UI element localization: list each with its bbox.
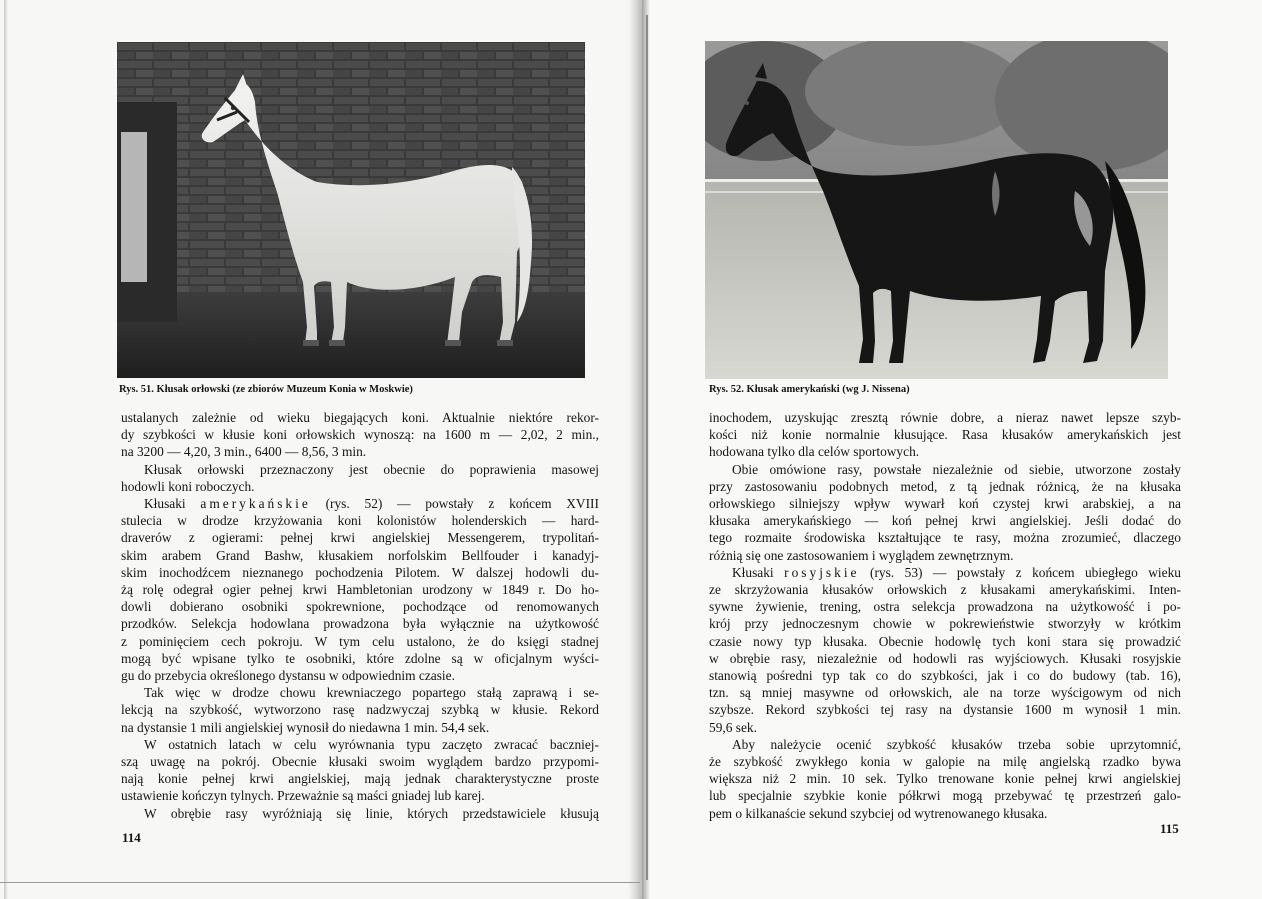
page-bottom-edge <box>0 882 640 883</box>
text-line: z pominięciem cech pokroju. W tym celu ustalono, że do księgi stadnej <box>121 633 599 649</box>
text-line: ustawienie kończyn tylnych. Przeważnie są maści gniadej lub karej. <box>121 788 485 804</box>
text-line: przy zastosowaniu podobnych metod, z tą jednak różnicą, że na kłusaka <box>709 478 1181 494</box>
book-gutter-shadow <box>628 0 642 899</box>
text-line: Kłusak orłowski przeznaczony jest obecnie do poprawienia masowej <box>144 461 599 477</box>
right-page-text <box>709 409 1181 822</box>
text-line: Obie omówione rasy, powstałe niezależnie od siebie, utworzone zostały <box>732 461 1181 477</box>
text-line: że szybkość zwykłego konia w galopie na milę angielską rzadko bywa <box>709 754 1181 770</box>
text-line: stanowią pośredni typ tak co do szybkości, jak i co do budowy (tab. 16), <box>709 668 1181 684</box>
text-line: stulecia w drodze krzyżowania koni kolonistów holenderskich — hard- <box>121 513 599 529</box>
text-line: orłowskiego silniejszy wpływ wywarł koń czystej krwi arabskiej, a na <box>709 496 1181 512</box>
page-edge-shadow <box>4 0 8 899</box>
text-line: większa niż 2 min. 10 sek. Tylko trenowane konie pełnej krwi angielskiej <box>709 771 1181 787</box>
text-line: skim inochodźcem nieznanego pochodzenia Pilotem. W dalszej hodowli du- <box>121 564 599 580</box>
orlov-trotter-illustration <box>117 42 585 378</box>
text-line: skim arabem Grand Bashw, kłusakiem norfolskim Bellfouder i kanadyj- <box>121 547 599 563</box>
text-line: szą uwagę na pokrój. Obecnie kłusaki swoim wyglądem bardzo przypomi- <box>121 754 599 770</box>
text-line: W ostatnich latach w celu wyrównania typu zaczęto zwracać baczniej- <box>144 736 599 752</box>
text-fragment: Kłusaki <box>144 496 186 512</box>
text-line <box>121 495 599 512</box>
text-line: w obrębie rasy, niezależnie od hodowli ras wyjściowych. Kłusaki rosyjskie <box>709 650 1181 666</box>
text-line: przodków. Selekcja hodowlana prowadzona była wyłącznie na użytkowość <box>121 616 599 632</box>
text-line: dy szybkości w kłusie koni orłowskich wynoszą: na 1600 m — 2,02, 2 min., <box>121 427 599 443</box>
text-line: gu do przebycia określonego dystansu w odpowiednim czasie. <box>121 668 455 684</box>
page-number-left: 114 <box>122 830 141 845</box>
page-number-right: 115 <box>1160 821 1179 836</box>
text-line: tzn. są mniej masywne od orłowskich, ale na torze wyścigowym od nich <box>709 685 1181 701</box>
text-line: szybsze. Rekord szybkości tej rasy na dystansie 1600 m wynosił 1 min. <box>709 702 1181 718</box>
emphasized-term: amerykańskie <box>200 496 311 512</box>
text-line: lub specjalnie szybkie konie półkrwi mogą przebywać tę przestrzeń galo- <box>709 788 1181 804</box>
text-line <box>709 564 1181 581</box>
text-line: krój przy jednoczesnym chowie w pokrewieństwie stworzyły w krótkim <box>709 616 1181 632</box>
text-line: kości niż konie normalnie kłusujące. Rasa kłusaków amerykańskich jest <box>709 427 1181 443</box>
text-line: W obrębie rasy wyróżniają się linie, których przedstawiciele kłusują <box>144 805 599 821</box>
text-line: lekcją na szybkość, wytworzono rasę nadzwyczaj szybką w kłusie. Rekord <box>121 702 599 718</box>
text-line: czasie nowy typ kłusaka. Obecnie hodowlę tych koni stara się prowadzić <box>709 633 1181 649</box>
text-line: 59,6 sek. <box>709 719 757 735</box>
text-line: sywne żywienie, trening, ostra selekcja prowadzona na użytkowość i po- <box>709 599 1181 615</box>
book-spine <box>646 15 648 880</box>
text-line: Tak więc w drodze chowu krewniaczego popartego stałą zaprawą i se- <box>144 685 599 701</box>
orlov-trotter-photo <box>117 42 585 378</box>
text-line: tego rozmaite środowiska kształtujące te rasy, można zrozumieć, dlaczego <box>709 530 1181 546</box>
text-line: inochodem, uzyskując zresztą równie dobre, a nieraz nawet lepsze szyb- <box>709 410 1181 425</box>
text-line: żą rolę odegrał ogier pełnej krwi Hambletonian urodzony w 1849 r. Do ho- <box>121 582 599 598</box>
text-line: hodowli koni roboczych. <box>121 478 255 494</box>
text-line: mogą być wpisane tylko te osobniki, które zdolne są w oficjalnym wyści- <box>121 650 599 666</box>
text-line: na dystansie 1 mili angielskiej wynosił do niedawna 1 min. 54,4 sek. <box>121 719 490 735</box>
american-trotter-illustration <box>705 41 1168 379</box>
figure-51-caption: Rys. 51. Kłusak orłowski (ze zbiorów Muzeum Konia w Moskwie) <box>119 384 413 395</box>
text-line: draverów z ogierami: pełnej krwi angielskiej Messengerem, trypolitań- <box>121 530 599 546</box>
text-line: nają konie pełnej krwi angielskiej, mają jednak charakterystyczne proste <box>121 771 599 787</box>
text-line: na 3200 — 4,20, 3 min., 6400 — 8,56, 3 min. <box>121 444 367 460</box>
text-line: Aby należycie ocenić szybkość kłusaków trzeba sobie uprzytomnić, <box>732 736 1181 752</box>
text-fragment: (rys. 53) — powstały z końcem ubiegłego wieku <box>869 564 1181 580</box>
american-trotter-photo <box>705 41 1168 379</box>
left-page-text <box>121 409 599 822</box>
figure-52-caption: Rys. 52. Kłusak amerykański (wg J. Nissena) <box>709 384 910 395</box>
text-line: różnią się one zastosowaniem i wyglądem zewnętrznym. <box>709 547 1014 563</box>
text-line: dowli dobierano osobniki spokrewnione, pochodzące od renomowanych <box>121 599 599 615</box>
text-line: ze skrzyżowania kłusaków orłowskich z kłusakami amerykańskimi. Inten- <box>709 582 1181 598</box>
text-line: pem o kilkanaście sekund szybciej od wytrenowanego kłusaka. <box>709 805 1048 821</box>
text-fragment: (rys. 52) — powstały z końcem XVIII <box>325 496 599 512</box>
text-line: hodowana tylko dla celów sportowych. <box>709 444 920 460</box>
emphasized-term: rosyjskie <box>784 564 860 580</box>
text-line: kłusaka amerykańskiego — koń pełnej krwi angielskiej. Jeśli dodać do <box>709 513 1181 529</box>
text-fragment: Kłusaki <box>732 564 774 580</box>
text-line: ustalanych zależnie od wieku biegających koni. Aktualnie niektóre rekor- <box>121 410 599 425</box>
